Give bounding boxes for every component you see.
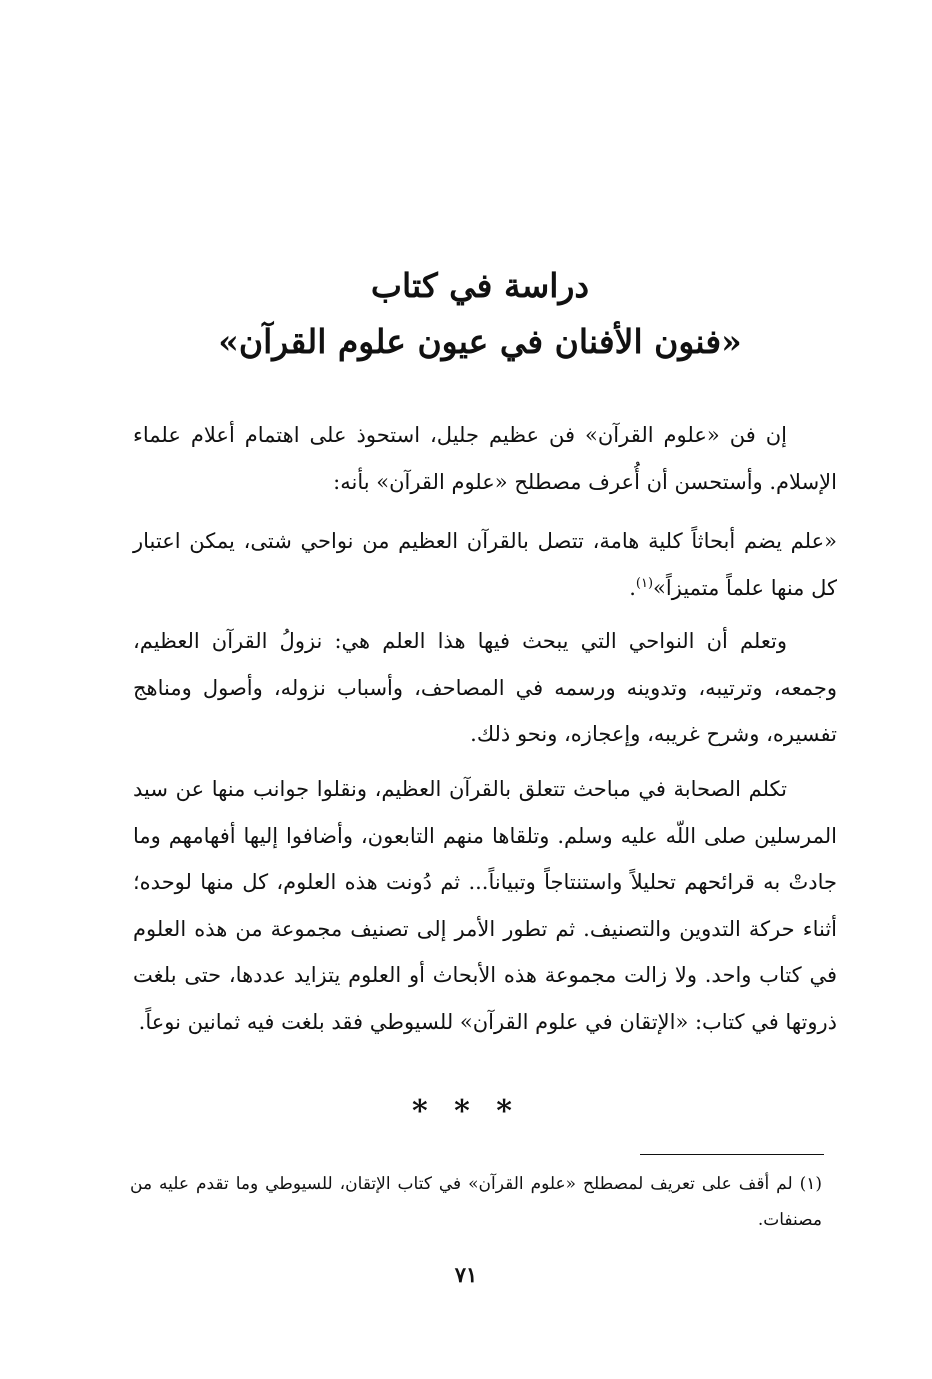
section-separator: * * * [412,1094,520,1129]
paragraph-definition [133,518,837,611]
chapter-title-line2: «فنون الأفنان في عيون علوم القرآن» [218,322,742,361]
definition-text: «علم يضم أبحاثاً كلية هامة، تتصل بالقرآن العظيم من نواحي شتى، يمكن اعتبار كل منها علماً متميزاً» [133,529,837,600]
footnote-text: (١) لم أقف على تعريف لمصطلح «علوم القرآن» في كتاب الإتقان، للسيوطي وما تقدم عليه من مصنفات. [130,1174,822,1230]
page-number: ٧١ [454,1262,478,1287]
chapter-title-line1: دراسة في كتاب [370,266,590,305]
paragraph-history: تكلم الصحابة في مباحث تتعلق بالقرآن العظيم، ونقلوا جوانب منها عن سيد المرسلين صلى اللّه عليه وسلم. وتلقاها منهم التابعون، وأضافوا إليها أفهامهم وما جادتْ به قرائحهم تحليلاً واستنتاجاً وتبياناً... ثم دُونت هذه العلوم، كل منها لوحده؛ أثناء حركة التدوين والتصنيف. ثم تطور الأمر إلى تصنيف مجموعة من هذه العلوم في كتاب واحد. ولا زالت مجموعة هذه الأبحاث أو العلوم يتزايد عددها، حتى بلغت ذروتها في كتاب: «الإتقان في علوم القرآن» للسيوطي فقد بلغت فيه ثمانين نوعاً. [133,777,837,1034]
definition-end: . [629,575,636,600]
paragraph-topics: وتعلم أن النواحي التي يبحث فيها هذا العلم هي: نزولُ القرآن العظيم، وجمعه، وترتيبه، وتدوينه ورسمه في المصاحف، وأسباب نزوله، وأصول ومناهج تفسيره، وشرح غريبه، وإعجازه، ونحو ذلك. [133,629,837,746]
footnote-divider [640,1154,824,1155]
paragraph-intro: إن فن «علوم القرآن» فن عظيم جليل، استحوذ على اهتمام أعلام علماء الإسلام. وأستحسن أن أُعرف مصطلح «علوم القرآن» بأنه: [133,423,837,494]
footnote-reference: (١) [635,575,654,591]
